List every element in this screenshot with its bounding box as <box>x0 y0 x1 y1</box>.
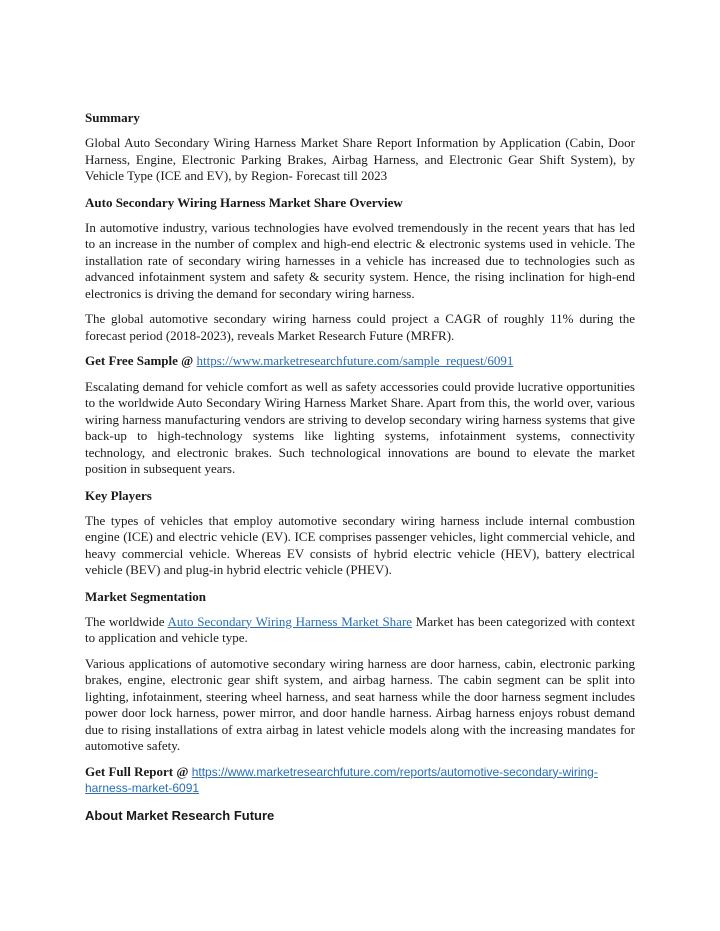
overview-paragraph-3: Escalating demand for vehicle comfort as well as safety accessories could provide lucrative opportunities to the worldwide Auto Secondary Wiring Harness Market Share. Apart from this, the world over, various wiring harness manufacturing vendors are striving to develop secondary wiring harness systems that give back-up to high-technology systems like lighting systems, infotainment systems, connectivity technology, and electronic brakes. Such technological innovations are bound to elevate the market position in subsequent years. <box>85 378 635 476</box>
segmentation-paragraph-2: Various applications of automotive secondary wiring harness are door harness, cabin, electronic parking brakes, engine, electronic gear shift system, and airbag harness. The cabin segment can be split into lighting, infotainment, steering wheel harness, and seat harness while the door harness segment includes power door lock harness, power mirror, and door handle harness. Airbag harness enjoys robust demand due to rising installations of extra airbag in latest vehicle models along with the increasing mandates for automotive safety. <box>85 655 635 753</box>
segmentation-heading: Market Segmentation <box>85 588 206 604</box>
about-heading: About Market Research Future <box>85 807 275 823</box>
overview-paragraph-2: The global automotive secondary wiring harness could project a CAGR of roughly 11% during the forecast period (2018-2023), reveals Market Research Future (MRFR). <box>85 311 635 343</box>
full-report-label: Get Full Report @ <box>85 763 189 779</box>
segmentation-text-after: Market has been categorized with context to application and vehicle type. <box>85 613 636 645</box>
key-players-heading: Key Players <box>85 487 152 503</box>
market-share-link[interactable]: Auto Secondary Wiring Harness Market Share <box>167 613 413 629</box>
segmentation-paragraph-1 <box>85 614 635 647</box>
segmentation-text-before: The worldwide <box>85 613 168 629</box>
summary-heading: Summary <box>85 110 140 125</box>
full-report-link[interactable]: https://www.marketresearchfuture.com/reports/automotive-secondary-wiring-harness-market-6091 <box>85 764 598 795</box>
free-sample-line <box>85 353 635 370</box>
free-sample-link[interactable]: https://www.marketresearchfuture.com/sample_request/6091 <box>196 353 514 368</box>
key-players-text: The types of vehicles that employ automotive secondary wiring harness include internal combustion engine (ICE) and electric vehicle (EV). ICE comprises passenger vehicles, light commercial vehicle, and heavy commercial vehicle. Whereas EV consists of hybrid electric vehicle (HEV), battery electrical vehicle (BEV) and plug-in hybrid electric vehicle (PHEV). <box>85 512 635 577</box>
overview-paragraph-1: In automotive industry, various technologies have evolved tremendously in the recent years that has led to an increase in the number of complex and high-end electric & electronic systems used in vehicle. The installation rate of secondary wiring harnesses in a vehicle has increased due to technologies such as advanced infotainment system and safety & security system. Hence, the rising inclination for high-end electronics is driving the demand for secondary wiring harness. <box>85 219 635 301</box>
summary-text: Global Auto Secondary Wiring Harness Market Share Report Information by Application (Cabin, Door Harness, Engine, Electronic Parking Brakes, Airbag Harness, and Electronic Gear Shift System), by Vehicle Type (ICE and EV), by Region- Forecast till 2023 <box>85 135 635 183</box>
free-sample-label: Get Free Sample @ <box>85 353 194 368</box>
overview-heading: Auto Secondary Wiring Harness Market Share Overview <box>85 194 403 210</box>
full-report-line <box>85 764 635 797</box>
